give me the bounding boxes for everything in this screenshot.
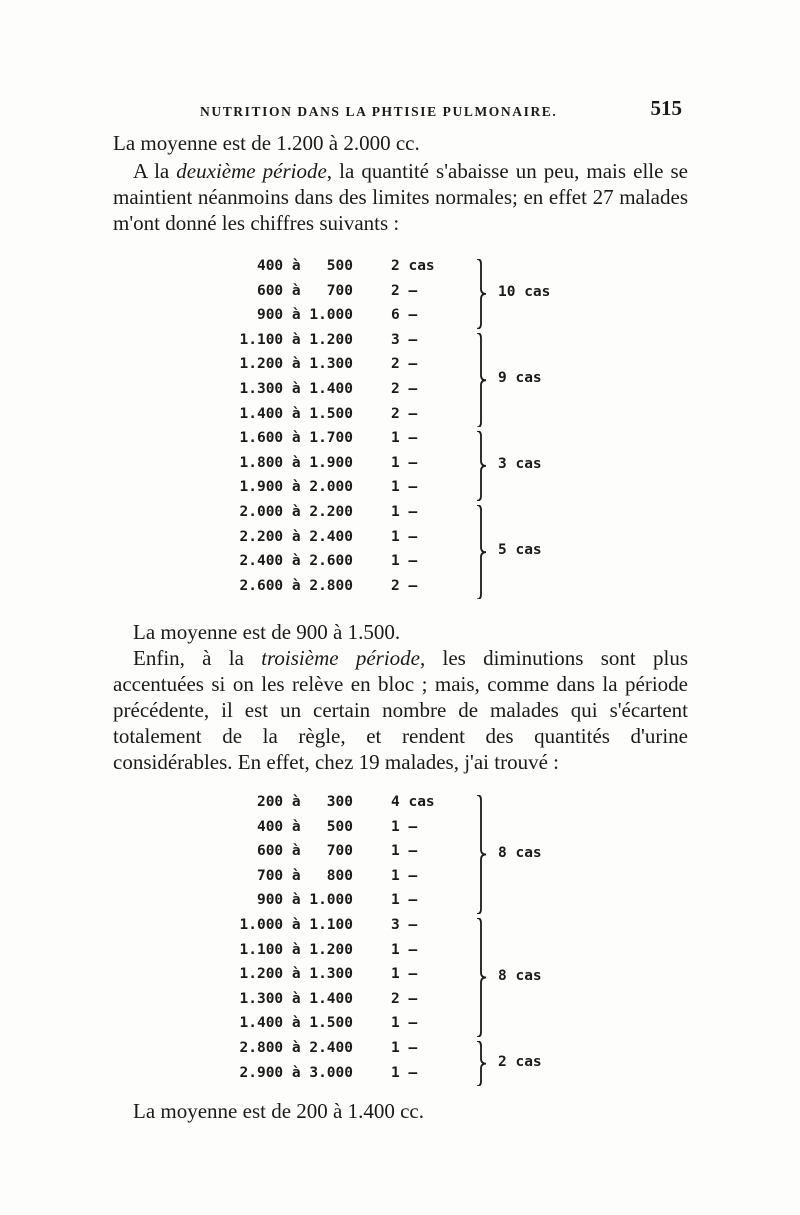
count-cell: 1 — [391,892,418,909]
count-cell: 1 — [391,553,418,570]
count-cell: 1 — [391,966,418,983]
brace-icon [474,918,488,1037]
group-total-label: 3 cas [498,456,542,473]
range-cell: 1.600 à 1.700 [239,430,353,447]
range-cell: 1.100 à 1.200 [239,331,353,348]
count-cell: 1 — [391,1064,418,1081]
count-cell: 1 — [391,1040,418,1056]
count-cell: 3 — [391,917,418,933]
count-cell: 2 cas [391,258,435,274]
paragraph-second-period-after: , la quantité s'abaisse un peu, mais elle se maintient néanmoins dans des limites normales; en effet 27 malades m'ont donné les chiffres suivants : [113,159,688,235]
range-cell: 1.200 à 1.300 [239,356,353,373]
paragraph-third-period-before: Enfin, à la [133,646,262,670]
brace-icon [474,795,488,914]
table-second-period [218,258,551,608]
count-cell: 2 — [391,990,418,1007]
running-title: NUTRITION DANS LA PHTISIE PULMONAIRE. [200,104,558,119]
range-cell: 700 à 800 [256,867,353,884]
range-cell: 1.800 à 1.900 [239,454,353,471]
range-cell: 1.900 à 2.000 [239,479,353,496]
count-cell: 1 — [391,867,418,884]
range-cell: 1.400 à 1.500 [239,1015,353,1032]
range-cell: 1.200 à 1.300 [239,966,353,983]
range-cell: 2.800 à 2.400 [239,1040,353,1056]
range-cell: 1.300 à 1.400 [239,381,353,397]
group-total-label: 2 cas [498,1053,542,1070]
range-cell: 2.600 à 2.800 [239,577,353,594]
range-cell: 1.100 à 1.200 [239,941,353,958]
count-cell: 1 — [391,430,418,447]
group-total-label: 10 cas [498,283,551,300]
paragraph-average-first: La moyenne est de 1.200 à 2.000 cc. [113,131,420,155]
brace-icon [474,333,488,427]
range-cell: 900 à 1.000 [256,307,353,324]
group-total-label: 5 cas [498,542,542,559]
range-cell: 2.400 à 2.600 [239,553,353,570]
count-cell: 2 — [391,381,418,397]
brace-icon [474,1041,488,1086]
range-cell: 1.000 à 1.100 [239,917,353,933]
table-third-period [218,794,548,1094]
paragraph-average-second: La moyenne est de 900 à 1.500. [133,620,401,644]
range-cell: 600 à 700 [256,843,353,860]
range-cell: 1.300 à 1.400 [239,990,353,1007]
page-number: 515 [650,96,682,120]
brace-icon [474,259,488,329]
count-cell: 4 cas [391,794,435,810]
range-cell: 1.400 à 1.500 [239,405,353,422]
paragraph-third-period [113,645,688,775]
range-cell: 2.200 à 2.400 [239,528,353,545]
brace-icon [474,431,488,501]
group-total-label: 9 cas [498,369,542,386]
range-cell: 900 à 1.000 [256,892,353,909]
range-cell: 2.000 à 2.200 [239,504,353,520]
group-total-label: 8 cas [498,967,542,984]
count-cell: 1 — [391,528,418,545]
range-cell: 400 à 500 [256,818,353,835]
paragraph-second-period [113,158,688,236]
count-cell: 2 — [391,356,418,373]
count-cell: 3 — [391,331,418,348]
paragraph-second-period-before: A la [133,159,177,183]
range-cell: 2.900 à 3.000 [239,1064,353,1081]
paragraph-second-period-italic: deuxième période [176,159,327,183]
count-cell: 1 — [391,479,418,496]
paragraph-third-period-italic: troisième période [261,646,420,670]
count-cell: 2 — [391,282,418,299]
count-cell: 2 — [391,577,418,594]
count-cell: 1 — [391,818,418,835]
range-cell: 200 à 300 [256,794,353,810]
count-cell: 1 — [391,941,418,958]
page-header [200,96,700,126]
count-cell: 2 — [391,405,418,422]
paragraph-average-third: La moyenne est de 200 à 1.400 cc. [133,1099,424,1123]
count-cell: 1 — [391,504,418,520]
range-cell: 400 à 500 [256,258,353,274]
count-cell: 1 — [391,1015,418,1032]
count-cell: 6 — [391,307,418,324]
group-total-label: 8 cas [498,844,542,861]
count-cell: 1 — [391,843,418,860]
paragraph-third-period-after: , les diminutions sont plus accentuées si on les relève en bloc ; mais, comme dans la période précédente, il est un certain nombre de malades qui s'écartent totalement de la règle, et rendent des quantités d'urine considérables. En effet, chez 19 malades, j'ai trouvé : [113,646,688,774]
brace-icon [474,505,488,599]
range-cell: 600 à 700 [256,282,353,299]
count-cell: 1 — [391,454,418,471]
